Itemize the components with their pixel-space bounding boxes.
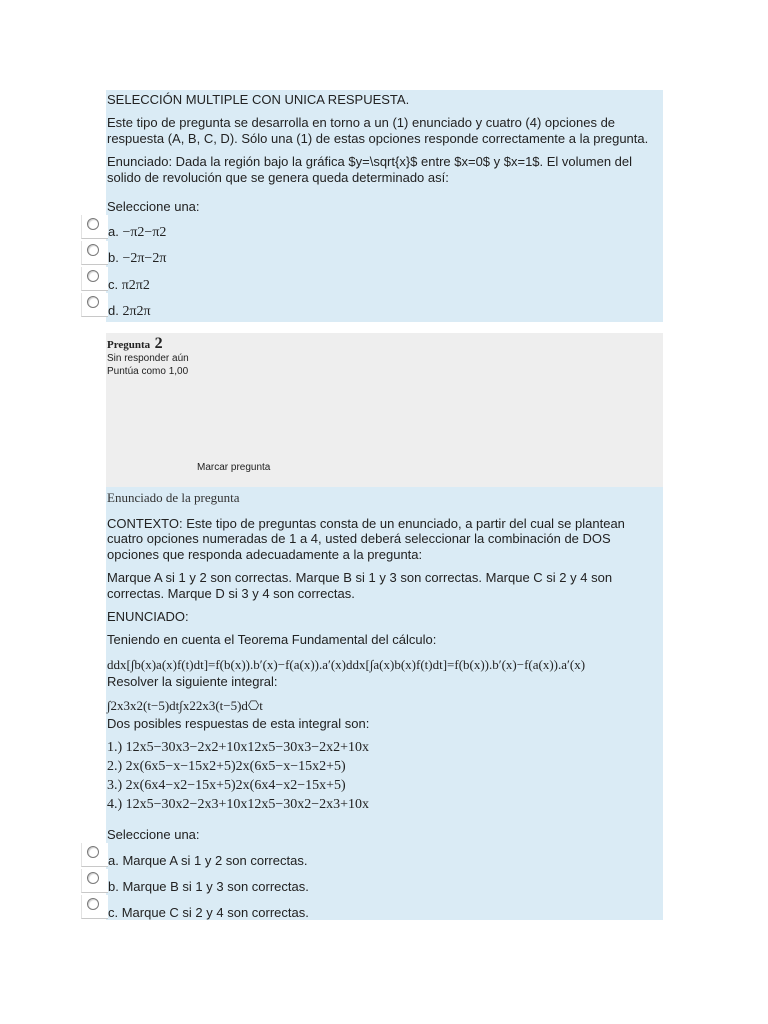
radio-icon[interactable]: [87, 898, 99, 910]
q2-option-a-radio[interactable]: [81, 843, 108, 867]
q1-intro-line-1: Este tipo de pregunta se desarrolla en torno a un (1) enunciado y cuatro (4) opciones de: [107, 115, 616, 130]
q1-option-b-radio[interactable]: [81, 241, 108, 265]
q2-option-c-radio[interactable]: [81, 895, 108, 919]
q1-option-c-radio[interactable]: [81, 267, 108, 291]
flag-question-link[interactable]: Marcar pregunta: [197, 462, 271, 473]
q1-option-c[interactable]: [108, 277, 150, 294]
q1-option-d-math: 2π2π: [122, 304, 151, 319]
question-2-info: [106, 333, 663, 487]
q1-option-d-radio[interactable]: [81, 293, 108, 317]
q1-option-b[interactable]: [108, 250, 166, 267]
radio-icon[interactable]: [87, 244, 99, 256]
q1-option-d-letter: d.: [108, 303, 123, 318]
q1-option-c-math: π2π2: [121, 278, 150, 293]
q2-context-line-3: opciones que responda adecuadamente a la pregunta:: [107, 547, 423, 562]
q1-option-b-math: −2π−2π: [122, 251, 167, 266]
q1-statement-line-2: solido de revolución que se genera queda determinado así:: [107, 170, 449, 185]
q2-context-line-2: cuatro opciones numeradas de 1 a 4, usted deberá seleccionar la combinación de DOS: [107, 531, 611, 546]
radio-icon[interactable]: [87, 296, 99, 308]
radio-icon[interactable]: [87, 218, 99, 230]
q2-score: Puntúa como 1,00: [107, 366, 189, 377]
q2-teorema-text: Teniendo en cuenta el Teorema Fundamental del cálculo:: [107, 632, 437, 647]
q2-pregunta-label: Pregunta: [107, 339, 151, 351]
q1-intro-line-2: respuesta (A, B, C, D). Sólo una (1) de estas opciones responde correctamente a la pregunta.: [107, 131, 649, 146]
q2-answer-1: 1.) 12x5−30x3−2x2+10x12x5−30x3−2x2+10x: [107, 740, 370, 755]
q2-resolver-text: Resolver la siguiente integral:: [107, 674, 278, 689]
q1-option-d[interactable]: [108, 303, 151, 320]
q2-option-b[interactable]: b. Marque B si 1 y 3 son correctas.: [108, 879, 309, 894]
q2-posibles-text: Dos posibles respuestas de esta integral son:: [107, 716, 370, 731]
q2-number-heading: [107, 335, 163, 353]
q1-select-label: Seleccione una:: [107, 199, 200, 214]
q2-option-b-radio[interactable]: [81, 869, 108, 893]
radio-icon[interactable]: [87, 270, 99, 282]
q1-option-c-letter: c.: [108, 277, 122, 292]
q2-option-c[interactable]: c. Marque C si 2 y 4 son correctas.: [108, 905, 309, 920]
q2-status: Sin responder aún: [107, 353, 189, 364]
q2-option-a[interactable]: a. Marque A si 1 y 2 son correctas.: [108, 853, 308, 868]
q2-statement-title: Enunciado de la pregunta: [107, 490, 240, 505]
q1-option-a-radio[interactable]: [81, 215, 108, 239]
q2-answer-4: 4.) 12x5−30x2−2x3+10x12x5−30x2−2x3+10x: [107, 797, 370, 812]
q1-option-a[interactable]: [108, 224, 166, 241]
q1-option-a-letter: a.: [108, 224, 123, 239]
q1-option-a-math: −π2−π2: [122, 225, 167, 240]
radio-icon[interactable]: [87, 846, 99, 858]
q2-theorem-formula: ddx[∫b(x)a(x)f(t)dt]=f(b(x)).b′(x)−f(a(x)).a′(x)ddx[∫a(x)b(x)f(t)dt]=f(b(x)).b′(x)−f(a(x)).a′(x): [107, 657, 586, 672]
q1-statement-line-1: Enunciado: Dada la región bajo la gráfica $y=\sqrt{x}$ entre $x=0$ y $x=1$. El volumen del: [107, 154, 633, 169]
q2-marque-line-1: Marque A si 1 y 2 son correctas. Marque B si 1 y 3 son correctas. Marque C si 2 y 4 son: [107, 570, 613, 585]
q1-heading: SELECCIÓN MULTIPLE CON UNICA RESPUESTA.: [107, 92, 410, 107]
q2-number: 2: [154, 335, 163, 352]
q2-marque-line-2: correctas. Marque D si 3 y 4 son correctas.: [107, 586, 355, 601]
q2-context-line-1: CONTEXTO: Este tipo de preguntas consta de un enunciado, a partir del cual se plantean: [107, 516, 625, 531]
radio-icon[interactable]: [87, 872, 99, 884]
q2-integral-formula: ∫2x3x2(t−5)dt∫x22x3(t−5)d⎔t: [107, 698, 263, 713]
q1-option-b-letter: b.: [108, 250, 123, 265]
q2-answer-3: 3.) 2x(6x4−x2−15x+5)2x(6x4−x2−15x+5): [107, 778, 346, 793]
q2-select-label: Seleccione una:: [107, 827, 200, 842]
q2-answer-2: 2.) 2x(6x5−x−15x2+5)2x(6x5−x−15x2+5): [107, 759, 346, 774]
q2-enunciado-label: ENUNCIADO:: [107, 609, 189, 624]
